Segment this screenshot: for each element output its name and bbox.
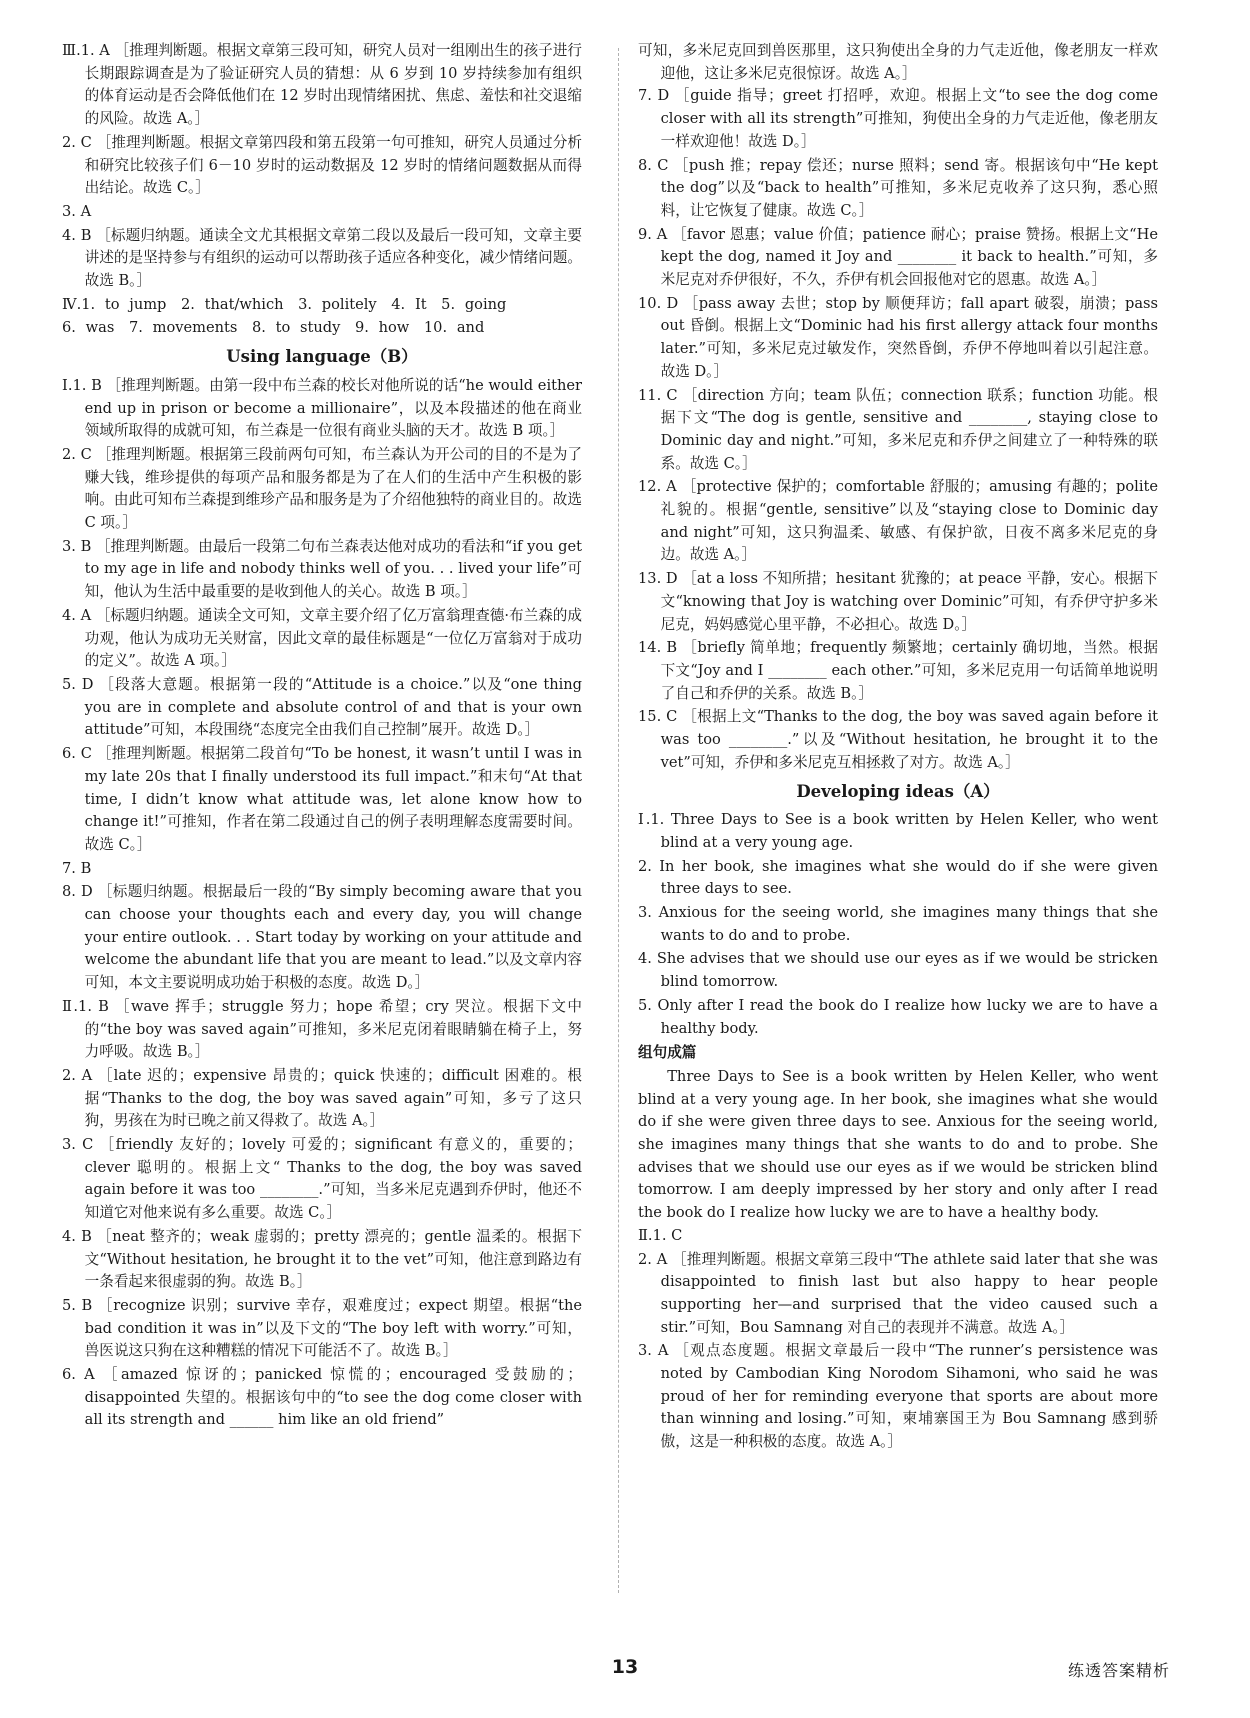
answer-row: Ⅳ.1. to jump 2. that/which 3. politely 4. It 5. going: [62, 295, 507, 313]
answer-item: 2. A ［late 迟的；expensive 昂贵的；quick 快速的；difficult 困难的。根据“Thanks to the dog, the boy was saved again”可知，多亏了这只狗，男孩在为时已晚之前又得救了。故选 A。］: [62, 1066, 582, 1130]
section-heading: Using language（B）: [226, 347, 418, 367]
answer-item: 8. C ［push 推；repay 偿还；nurse 照料；send 寄。根据该句中“He kept the dog”以及“back to health”可推知，多米尼克收养了这只狗，悉心照料，让它恢复了健康。故选 C。］: [638, 156, 1158, 219]
answer-item: 14. B ［briefly 简单地；frequently 频繁地；certainly 确切地，当然。根据下文“Joy and I ________ each other.”可知，多米尼克用一句话简单地说明了自己和乔伊的关系。故选 B。］: [638, 639, 1158, 702]
answer-item: 15. C ［根据上文“Thanks to the dog, the boy was saved again before it was too ________.”以及“Without hesitation, he brought it to the vet”可知，乔伊和多米尼克互相拯救了对方。故选 A。］: [638, 708, 1158, 771]
left-column: [62, 40, 582, 1433]
answer-item: Ⅱ.1. C: [638, 1226, 683, 1244]
answer-item: 2. In her book, she imagines what she would do if she were given three days to see.: [638, 857, 1158, 898]
answer-item: 4. She advises that we should use our eyes as if we would be stricken blind tomorrow.: [638, 950, 1158, 991]
answer-item: 8. D ［标题归纳题。根据最后一段的“By simply becoming aware that you can choose your thoughts each and every day, you will change your entire outlook. . . Start today by working on your attitude and welcome the abundant life that you are meant to lead.”以及文章内容可知，本文主要说明成功始于积极的态度。故选 D。］: [62, 883, 582, 992]
answer-item: 3. A: [62, 202, 92, 220]
answer-item: Ⅲ.1. A ［推理判断题。根据文章第三段可知，研究人员对一组刚出生的孩子进行长期跟踪调查是为了验证研究人员的猜想：从 6 岁到 10 岁持续参加有组织的体育运动是否会降低他们在 12 岁时出现情绪困扰、焦虑、羞怯和社交退缩的风险。故选 A。］: [62, 42, 582, 128]
answer-item: 2. A ［推理判断题。根据文章第三段中“The athlete said later that she was disappointed to finish last but also happy to hear people supporting her—and surprised that the video caused such a stir.”可知，Bou Samnang 对自己的表现并不满意。故选 A。］: [638, 1250, 1158, 1336]
answer-item: Ⅱ.1. B ［wave 挥手；struggle 努力；hope 希望；cry 哭泣。根据下文中的“the boy was saved again”可推知，多米尼克闭着眼睛躺在椅子上，努力呼吸。故选 B。］: [62, 997, 582, 1061]
composition-paragraph: Three Days to See is a book written by Helen Keller, who went blind at a very young age. In her book, she imagines what she would do if she were given three days to see. Anxious for the seeing world, she imagines many things that she wants to do and to probe. She advises that we should use our eyes as if we would be stricken blind tomorrow. I am deeply impressed by her story and only after I read the book do I realize how lucky we are to have a healthy body.: [638, 1067, 1158, 1222]
section-heading: Developing ideas（A）: [796, 781, 1000, 801]
answer-item: 10. D ［pass away 去世；stop by 顺便拜访；fall apart 破裂，崩溃；pass out 昏倒。根据上文“Dominic had his first allergy attack four months later.”可知，多米尼克过敏发作，突然昏倒，乔伊不停地叫着以引起注意。故选 D。］: [638, 294, 1158, 380]
answer-item: 3. C ［friendly 友好的；lovely 可爱的；significant 有意义的，重要的；clever 聪明的。根据上文“ Thanks to the dog, the boy was saved again before it was too ________.”可知，当多米尼克遇到乔伊时，他还不知道它对他来说有多么重要。故选 C。］: [62, 1136, 582, 1222]
answer-item: 5. B ［recognize 识别；survive 幸存，艰难度过；expect 期望。根据“the bad condition it was in”以及下文的“The boy left with worry.”可知，兽医说这只狗在这种糟糕的情况下可能活不了。故选 B。］: [62, 1296, 582, 1360]
answer-item: 2. C ［推理判断题。根据第三段前两句可知，布兰森认为开公司的目的不是为了赚大钱，维珍提供的每项产品和服务都是为了在人们的生活中产生积极的影响。由此可知布兰森提到维珍产品和服务是为了介绍他独特的商业目的。故选 C 项。］: [62, 445, 582, 532]
answer-item: 2. C ［推理判断题。根据文章第四段和第五段第一句可推知，研究人员通过分析和研究比较孩子们 6－10 岁时的运动数据及 12 岁时的情绪问题数据从而得出结论。故选 C。］: [62, 133, 582, 197]
answer-item: 6. A ［amazed 惊讶的；panicked 惊慌的；encouraged 受鼓励的；disappointed 失望的。根据该句中的“to see the dog come closer with all its strength and ______ him like an old friend”: [62, 1366, 582, 1429]
answer-item: 5. Only after I read the book do I realize how lucky we are to have a healthy body.: [638, 996, 1158, 1037]
answer-item: 7. D ［guide 指导；greet 打招呼，欢迎。根据上文“to see the dog come closer with all its strength”可推知，狗使出全身的力气走近他，像老朋友一样欢迎他！故选 D。］: [638, 87, 1158, 150]
answer-item: 3. Anxious for the seeing world, she imagines many things that she wants to do and to probe.: [638, 904, 1158, 944]
answer-continuation: 可知，多米尼克回到兽医那里，这只狗使出全身的力气走近他，像老朋友一样欢迎他，这让多米尼克很惊讶。故选 A。］: [638, 42, 1158, 82]
answer-item: 3. B ［推理判断题。由最后一段第二句布兰森表达他对成功的看法和“if you get to my age in life and nobody thinks well of you. . . lived your life”可知，他认为生活中最重要的是收到他人的关心。故选 B 项。］: [62, 537, 582, 601]
answer-item: 6. C ［推理判断题。根据第二段首句“To be honest, it wasn’t until I was in my late 20s that I finally understood its full impact.”和末句“At that time, I didn’t know what attitude was, let alone know how to change it!”可推知，作者在第二段通过自己的例子表明理解态度需要时间。故选 C。］: [62, 745, 582, 853]
page-number: 13: [611, 1656, 639, 1678]
footer-label: 练透答案精析: [1067, 1661, 1170, 1680]
answer-item: 9. A ［favor 恩惠；value 价值；patience 耐心；praise 赞扬。根据上文“He kept the dog, named it Joy and ________ it back to health.”可知，多米尼克对乔伊很好，不久，乔伊有机会回报他对它的恩惠。故选 A。］: [638, 225, 1158, 289]
column-divider: [618, 48, 619, 1593]
answer-item: 7. B: [62, 859, 92, 877]
right-column: [638, 40, 1158, 1455]
answer-item: 3. A ［观点态度题。根据文章最后一段中“The runner’s persistence was noted by Cambodian King Norodom Sihamoni, who said he was proud of her for reminding everyone that sports are about more than winning and losing.”可知，柬埔寨国王为 Bou Samnang 感到骄傲，这是一种积极的态度。故选 A。］: [638, 1342, 1158, 1451]
answer-row: 6. was 7. movements 8. to study 9. how 10. and: [62, 319, 485, 337]
answer-item: Ⅰ.1. B ［推理判断题。由第一段中布兰森的校长对他所说的话“he would either end up in prison or become a millionaire”，以及本段描述的他在商业领域所取得的成就可知，布兰森是一位很有商业头脑的天才。故选 B 项。］: [62, 376, 582, 440]
answer-item: 4. B ［neat 整齐的；weak 虚弱的；pretty 漂亮的；gentle 温柔的。根据下文“Without hesitation, he brought it to the vet”可知，他注意到路边有一条看起来很虚弱的狗。故选 B。］: [62, 1227, 582, 1291]
answer-item: 4. B ［标题归纳题。通读全文尤其根据文章第二段以及最后一段可知，文章主要讲述的是坚持参与有组织的运动可以帮助孩子适应各种变化，减少情绪问题。故选 B。］: [62, 226, 582, 290]
answer-item: Ⅰ.1. Three Days to See is a book written by Helen Keller, who went blind at a very young age.: [638, 811, 1158, 851]
answer-item: 12. A ［protective 保护的；comfortable 舒服的；amusing 有趣的；polite 礼貌的。根据“gentle, sensitive”以及“staying close to Dominic day and night”可知，这只狗温柔、敏感、有保护欲，日夜不离多米尼克的身边。故选 A。］: [638, 478, 1158, 564]
answer-item: 4. A ［标题归纳题。通读全文可知，文章主要介绍了亿万富翁理查德·布兰森的成功观，他认为成功无关财富，因此文章的最佳标题是“一位亿万富翁对于成功的定义”。故选 A 项。］: [62, 606, 582, 670]
answer-item: 13. D ［at a loss 不知所措；hesitant 犹豫的；at peace 平静，安心。根据下文“knowing that Joy is watching over Dominic”可知，有乔伊守护多米尼克，妈妈感觉心里平静，不必担心。故选 D。］: [638, 570, 1158, 633]
answer-item: 11. C ［direction 方向；team 队伍；connection 联系；function 功能。根据下文“The dog is gentle, sensitive and ________, staying close to Dominic day and night.”可知，多米尼克和乔伊之间建立了一种特殊的联系。故选 C。］: [638, 386, 1158, 472]
subsection-heading: 组句成篇: [638, 1044, 697, 1062]
answer-item: 5. D ［段落大意题。根据第一段的“Attitude is a choice.”以及“one thing you are in complete and absolute control of and that is your own attitude”可知，本段围绕“态度完全由我们自己控制”展开。故选 D。］: [62, 675, 582, 739]
